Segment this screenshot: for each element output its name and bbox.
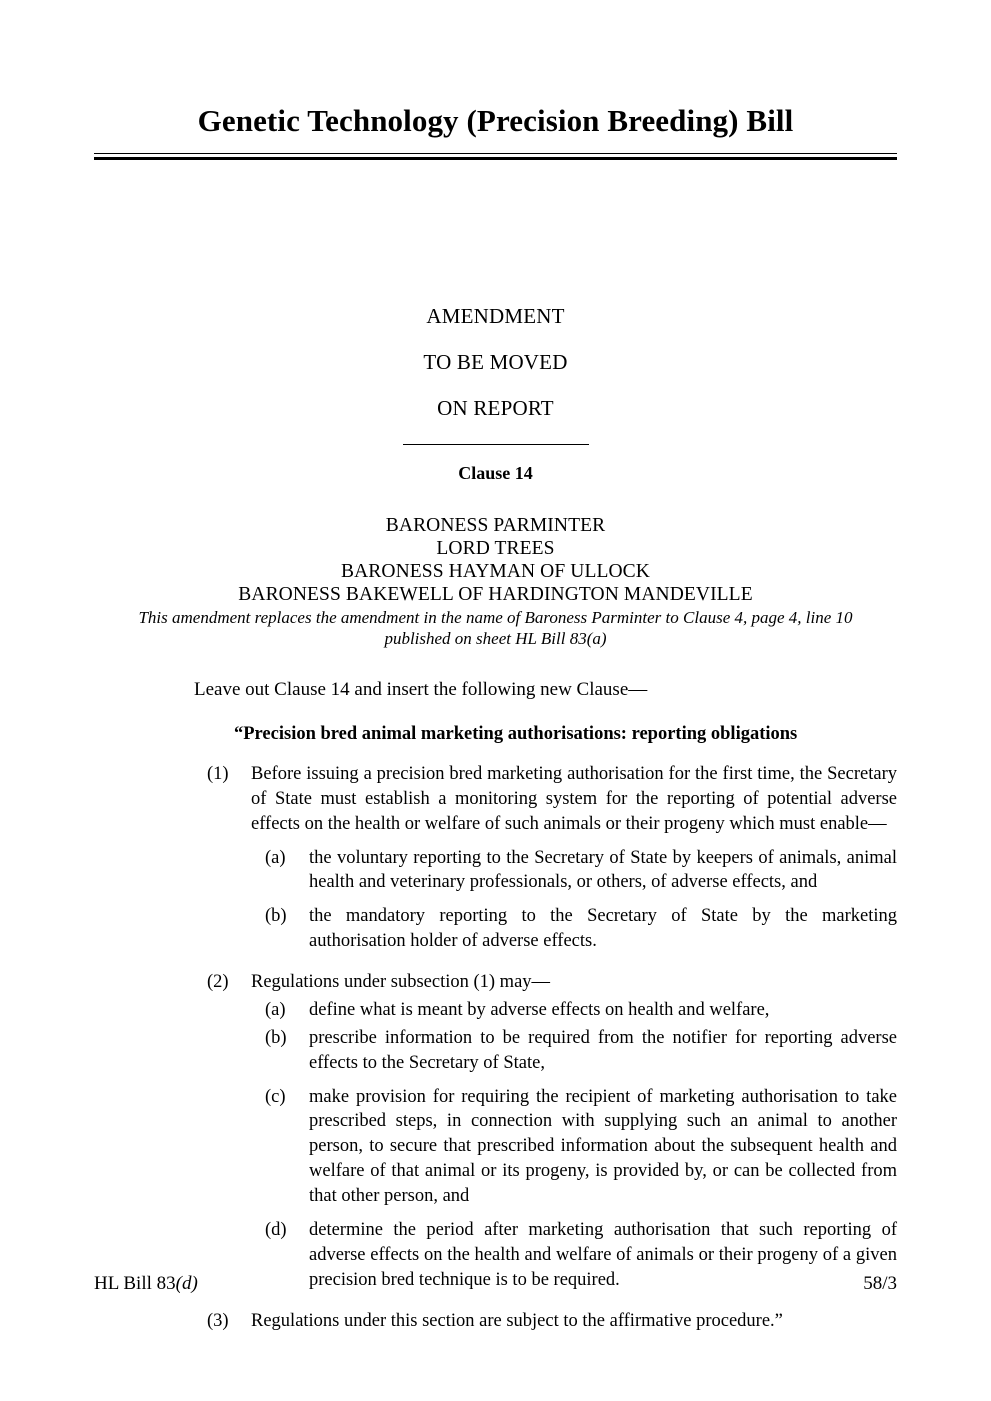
heading-line-amendment: AMENDMENT (426, 304, 565, 329)
item-marker: (d) (265, 1219, 287, 1240)
subsection-item (265, 904, 897, 954)
subsection (207, 970, 897, 995)
item-marker: (c) (265, 1086, 286, 1107)
sponsor-name: BARONESS HAYMAN OF ULLOCK (341, 561, 650, 583)
subsection-marker: (1) (207, 763, 229, 784)
subsection-item (265, 998, 897, 1023)
item-text: the voluntary reporting to the Secretary of State by keepers of animals, animal health and veterinary professionals, or others, of adverse effects, and (309, 847, 897, 893)
page-title: Genetic Technology (Precision Breeding) Bill (197, 103, 794, 138)
sponsor-name: BARONESS PARMINTER (385, 515, 606, 537)
subsection-text: Regulations under this section are subject to the affirmative procedure.” (251, 1310, 783, 1331)
replacement-note-line: This amendment replaces the amendment in the name of Baroness Parminter to Clause 4, page 4, line 10 (138, 608, 853, 628)
item-text: define what is meant by adverse effects on health and welfare, (309, 999, 770, 1020)
item-text: prescribe information to be required from the notifier for reporting adverse effects to the Secretary of State, (309, 1027, 897, 1073)
lead-in-instruction: Leave out Clause 14 and insert the following new Clause— (194, 678, 648, 700)
item-text: determine the period after marketing authorisation that such reporting of adverse effects on the health and welfare of animals or their progeny of a given precision bred technique is to be required. (309, 1219, 897, 1290)
bill-reference (94, 1273, 198, 1295)
item-text: make provision for requiring the recipient of marketing authorisation to take prescribed steps, in connection with supplying such an animal to another person, to secure that prescribed information about the subsequent health and welfare of that animal or its progeny, is provided by, or can be collected from that other person, and (309, 1086, 897, 1207)
heading-divider (403, 444, 589, 445)
bill-reference-revision: (d) (175, 1273, 198, 1294)
subsection-item (265, 846, 897, 896)
title-rule-thin (94, 153, 897, 154)
item-marker: (b) (265, 1027, 287, 1048)
item-marker: (a) (265, 999, 286, 1020)
page-number: 58/3 (863, 1273, 897, 1294)
heading-line-to-be-moved: TO BE MOVED (423, 350, 568, 375)
subsection-marker: (3) (207, 1310, 229, 1331)
subsection (207, 1309, 897, 1334)
page-footer (94, 1273, 897, 1295)
new-clause-title: “Precision bred animal marketing authorisations: reporting obligations (234, 723, 798, 744)
title-divider (94, 153, 897, 160)
heading-line-on-report: ON REPORT (437, 396, 554, 421)
sponsor-list (94, 514, 897, 606)
replacement-note (94, 608, 897, 648)
title-rule-thick (94, 157, 897, 160)
clause-heading: Clause 14 (458, 463, 533, 484)
sponsor-name: BARONESS BAKEWELL OF HARDINGTON MANDEVILLE (238, 584, 753, 606)
subsection-text: Regulations under subsection (1) may— (251, 972, 551, 993)
bill-reference-number: HL Bill 83 (94, 1273, 176, 1294)
amendment-heading-block (94, 306, 897, 445)
item-marker: (a) (265, 847, 286, 868)
subsection (207, 762, 897, 837)
replacement-note-line: published on sheet HL Bill 83(a) (384, 628, 607, 648)
item-marker: (b) (265, 906, 287, 927)
item-text: the mandatory reporting to the Secretary of State by the marketing authorisation holder of adverse effects. (309, 906, 897, 952)
sponsor-name: LORD TREES (436, 538, 555, 560)
subsection-item (265, 1085, 897, 1209)
subsection-marker: (2) (207, 972, 229, 993)
subsection-text: Before issuing a precision bred marketing authorisation for the first time, the Secretary of State must establish a monitoring system for the reporting of potential adverse effects on the health or welfare of such animals or their progeny which must enable— (251, 763, 897, 834)
subsection-item (265, 1026, 897, 1076)
